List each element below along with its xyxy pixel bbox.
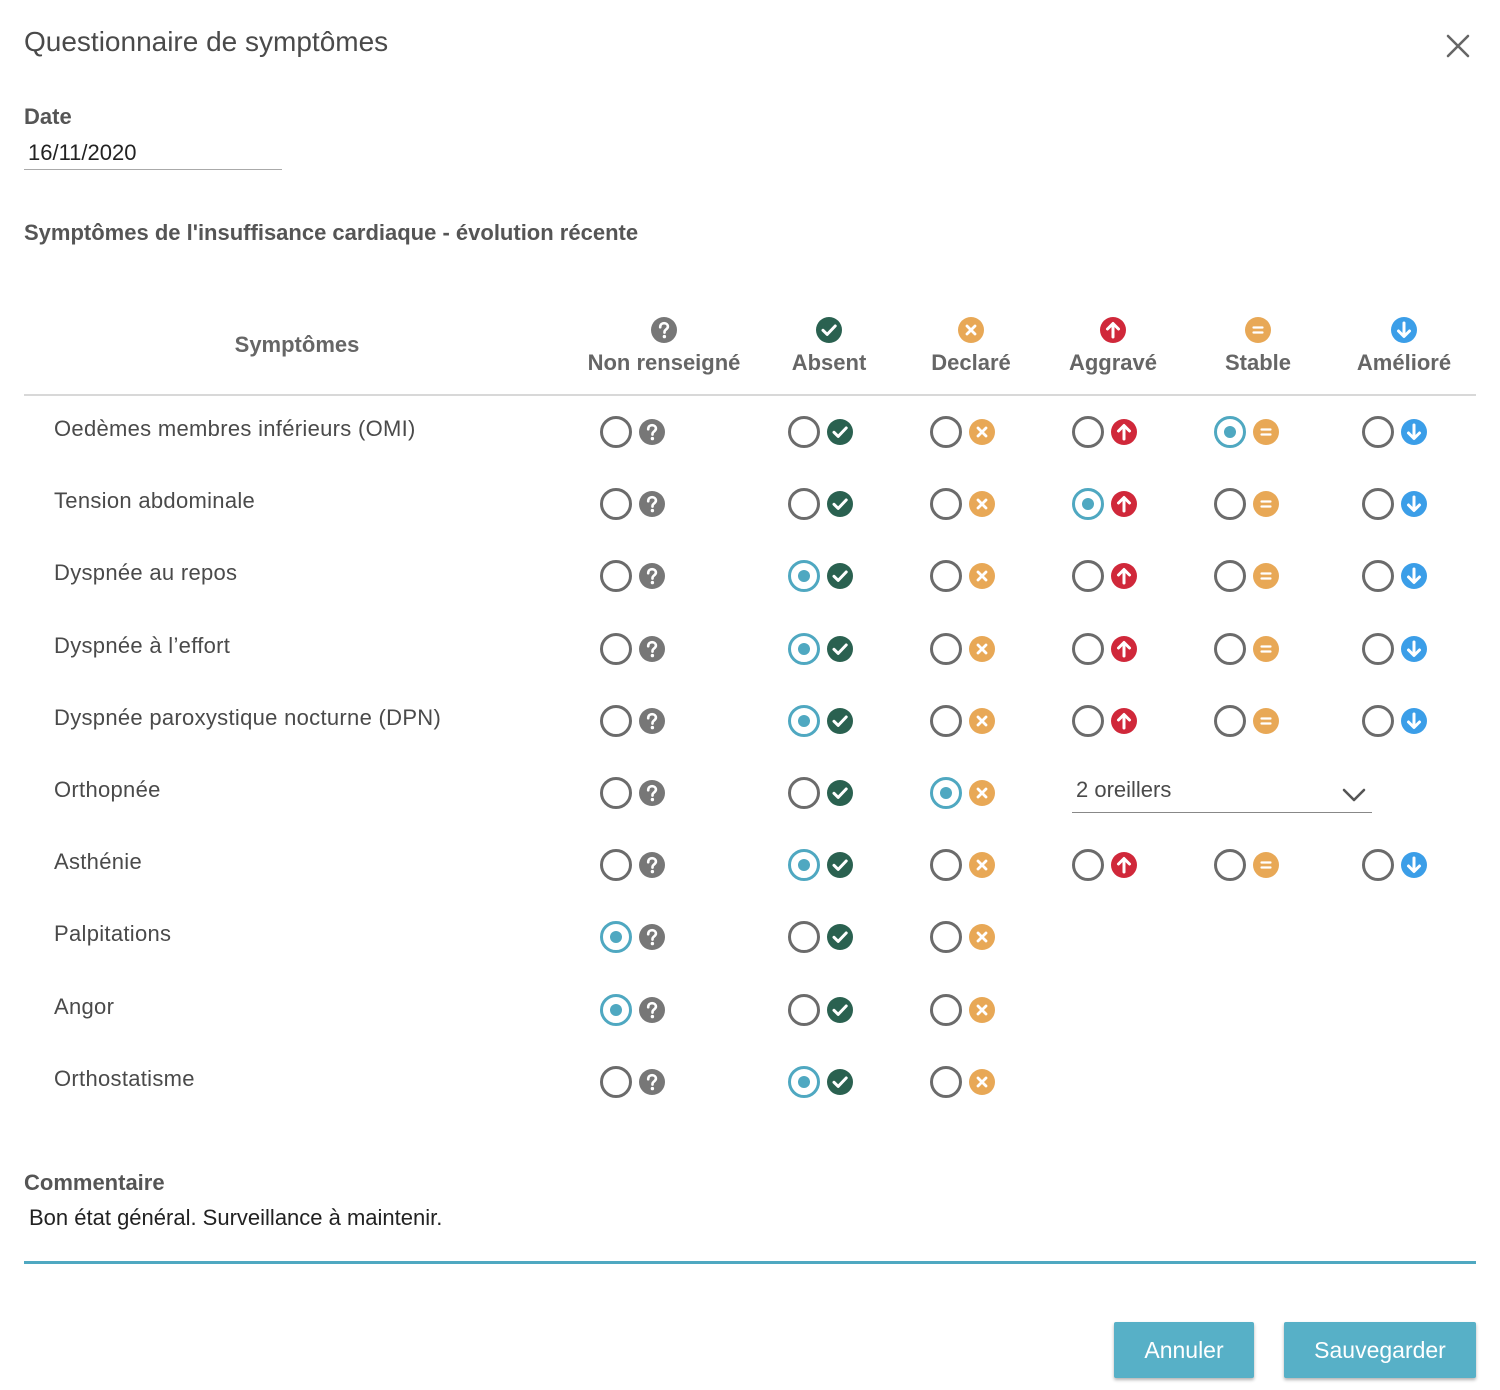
radio-declare[interactable] xyxy=(930,560,962,592)
column-header-aggrave: Aggravé xyxy=(1068,350,1158,375)
radio-non_renseigne[interactable] xyxy=(600,633,632,665)
symptom-label: Dyspnée au repos xyxy=(54,560,238,586)
equal-icon xyxy=(1252,562,1280,590)
cross-icon xyxy=(968,779,996,807)
radio-ameliore[interactable] xyxy=(1362,633,1394,665)
arrow-up-icon xyxy=(1110,707,1138,735)
arrow-up-icon xyxy=(1110,490,1138,518)
symptom-label: Dyspnée à l’effort xyxy=(54,632,231,658)
symptom-label: Angor xyxy=(54,993,115,1019)
cancel-button[interactable]: Annuler xyxy=(1114,1322,1254,1378)
symptom-label: Tension abdominale xyxy=(54,488,256,514)
radio-stable[interactable] xyxy=(1214,705,1246,737)
symptoms-column-header: Symptômes xyxy=(234,332,360,357)
radio-absent[interactable] xyxy=(788,1066,820,1098)
radio-declare[interactable] xyxy=(930,1066,962,1098)
radio-ameliore[interactable] xyxy=(1362,416,1394,448)
question-icon xyxy=(638,851,666,879)
symptom-label: Orthopnée xyxy=(54,777,161,802)
check-icon xyxy=(826,490,854,518)
column-header-declare: Declaré xyxy=(931,350,1011,375)
arrow-up-icon xyxy=(1110,418,1138,446)
question-icon xyxy=(638,418,666,446)
radio-stable[interactable] xyxy=(1214,633,1246,665)
radio-declare[interactable] xyxy=(930,777,962,809)
cross-icon xyxy=(968,996,996,1024)
check-icon xyxy=(826,851,854,879)
check-icon xyxy=(826,562,854,590)
question-icon xyxy=(638,490,666,518)
column-header-absent: Absent xyxy=(791,350,867,375)
header-equal-icon xyxy=(1244,316,1272,344)
cross-icon xyxy=(968,562,996,590)
date-field[interactable] xyxy=(24,136,282,170)
header-arrow-down-icon xyxy=(1390,316,1418,344)
question-icon xyxy=(638,562,666,590)
radio-non_renseigne[interactable] xyxy=(600,921,632,953)
radio-ameliore[interactable] xyxy=(1362,560,1394,592)
question-icon xyxy=(638,996,666,1024)
cross-icon xyxy=(968,1068,996,1096)
radio-stable[interactable] xyxy=(1214,849,1246,881)
radio-absent[interactable] xyxy=(788,633,820,665)
radio-stable[interactable] xyxy=(1214,416,1246,448)
radio-declare[interactable] xyxy=(930,488,962,520)
header-question-icon xyxy=(650,316,678,344)
close-icon[interactable] xyxy=(1440,28,1476,64)
radio-ameliore[interactable] xyxy=(1362,849,1394,881)
radio-non_renseigne[interactable] xyxy=(600,560,632,592)
radio-non_renseigne[interactable] xyxy=(600,849,632,881)
radio-ameliore[interactable] xyxy=(1362,705,1394,737)
radio-declare[interactable] xyxy=(930,921,962,953)
radio-non_renseigne[interactable] xyxy=(600,777,632,809)
symptom-label: Dyspnée paroxystique nocturne (DPN) xyxy=(54,704,442,730)
radio-non_renseigne[interactable] xyxy=(600,705,632,737)
arrow-down-icon xyxy=(1400,490,1428,518)
check-icon xyxy=(826,418,854,446)
radio-non_renseigne[interactable] xyxy=(600,488,632,520)
radio-aggrave[interactable] xyxy=(1072,849,1104,881)
radio-stable[interactable] xyxy=(1214,560,1246,592)
section-title: Symptômes de l'insuffisance cardiaque - évolution récente xyxy=(24,220,639,245)
radio-aggrave[interactable] xyxy=(1072,416,1104,448)
check-icon xyxy=(826,996,854,1024)
arrow-up-icon xyxy=(1110,851,1138,879)
equal-icon xyxy=(1252,635,1280,663)
table-header-divider xyxy=(24,394,1476,396)
cross-icon xyxy=(968,707,996,735)
column-header-ameliore: Amélioré xyxy=(1356,350,1452,375)
question-icon xyxy=(638,923,666,951)
radio-aggrave[interactable] xyxy=(1072,705,1104,737)
equal-icon xyxy=(1252,490,1280,518)
column-header-non_renseigne: Non renseigné xyxy=(587,350,741,375)
check-icon xyxy=(826,707,854,735)
header-check-icon xyxy=(815,316,843,344)
arrow-up-icon xyxy=(1110,562,1138,590)
check-icon xyxy=(826,779,854,807)
question-icon xyxy=(638,1068,666,1096)
cross-icon xyxy=(968,851,996,879)
chevron-down-icon xyxy=(1340,785,1368,805)
radio-stable[interactable] xyxy=(1214,488,1246,520)
radio-declare[interactable] xyxy=(930,849,962,881)
radio-absent[interactable] xyxy=(788,705,820,737)
radio-absent[interactable] xyxy=(788,994,820,1026)
comment-field[interactable] xyxy=(24,1202,1476,1264)
radio-absent[interactable] xyxy=(788,488,820,520)
symptom-label: Palpitations xyxy=(54,921,172,947)
radio-declare[interactable] xyxy=(930,416,962,448)
select-value: 2 oreillers xyxy=(1076,777,1172,802)
radio-absent[interactable] xyxy=(788,560,820,592)
check-icon xyxy=(826,1068,854,1096)
radio-aggrave[interactable] xyxy=(1072,488,1104,520)
check-icon xyxy=(826,635,854,663)
cross-icon xyxy=(968,418,996,446)
equal-icon xyxy=(1252,707,1280,735)
dialog-title: Questionnaire de symptômes xyxy=(24,26,389,57)
equal-icon xyxy=(1252,851,1280,879)
header-cross-icon xyxy=(957,316,985,344)
radio-absent[interactable] xyxy=(788,777,820,809)
comment-label: Commentaire xyxy=(24,1170,165,1195)
radio-non_renseigne[interactable] xyxy=(600,416,632,448)
radio-absent[interactable] xyxy=(788,416,820,448)
radio-non_renseigne[interactable] xyxy=(600,994,632,1026)
arrow-down-icon xyxy=(1400,707,1428,735)
arrow-down-icon xyxy=(1400,851,1428,879)
radio-declare[interactable] xyxy=(930,633,962,665)
orthopnea-pillows-select[interactable] xyxy=(1072,773,1372,813)
radio-aggrave[interactable] xyxy=(1072,633,1104,665)
arrow-down-icon xyxy=(1400,562,1428,590)
equal-icon xyxy=(1252,418,1280,446)
question-icon xyxy=(638,779,666,807)
date-label: Date xyxy=(24,104,72,129)
arrow-down-icon xyxy=(1400,418,1428,446)
question-icon xyxy=(638,707,666,735)
save-button[interactable]: Sauvegarder xyxy=(1284,1322,1476,1378)
symptom-label: Asthénie xyxy=(54,849,143,875)
arrow-up-icon xyxy=(1110,635,1138,663)
arrow-down-icon xyxy=(1400,635,1428,663)
question-icon xyxy=(638,635,666,663)
cross-icon xyxy=(968,490,996,518)
radio-declare[interactable] xyxy=(930,705,962,737)
column-header-stable: Stable xyxy=(1224,350,1292,375)
cross-icon xyxy=(968,635,996,663)
radio-ameliore[interactable] xyxy=(1362,488,1394,520)
radio-absent[interactable] xyxy=(788,849,820,881)
header-arrow-up-icon xyxy=(1099,316,1127,344)
radio-non_renseigne[interactable] xyxy=(600,1066,632,1098)
radio-absent[interactable] xyxy=(788,921,820,953)
radio-aggrave[interactable] xyxy=(1072,560,1104,592)
check-icon xyxy=(826,923,854,951)
symptom-label: Orthostatisme xyxy=(54,1065,195,1091)
symptom-label: Oedèmes membres inférieurs (OMI) xyxy=(54,416,416,441)
radio-declare[interactable] xyxy=(930,994,962,1026)
cross-icon xyxy=(968,923,996,951)
